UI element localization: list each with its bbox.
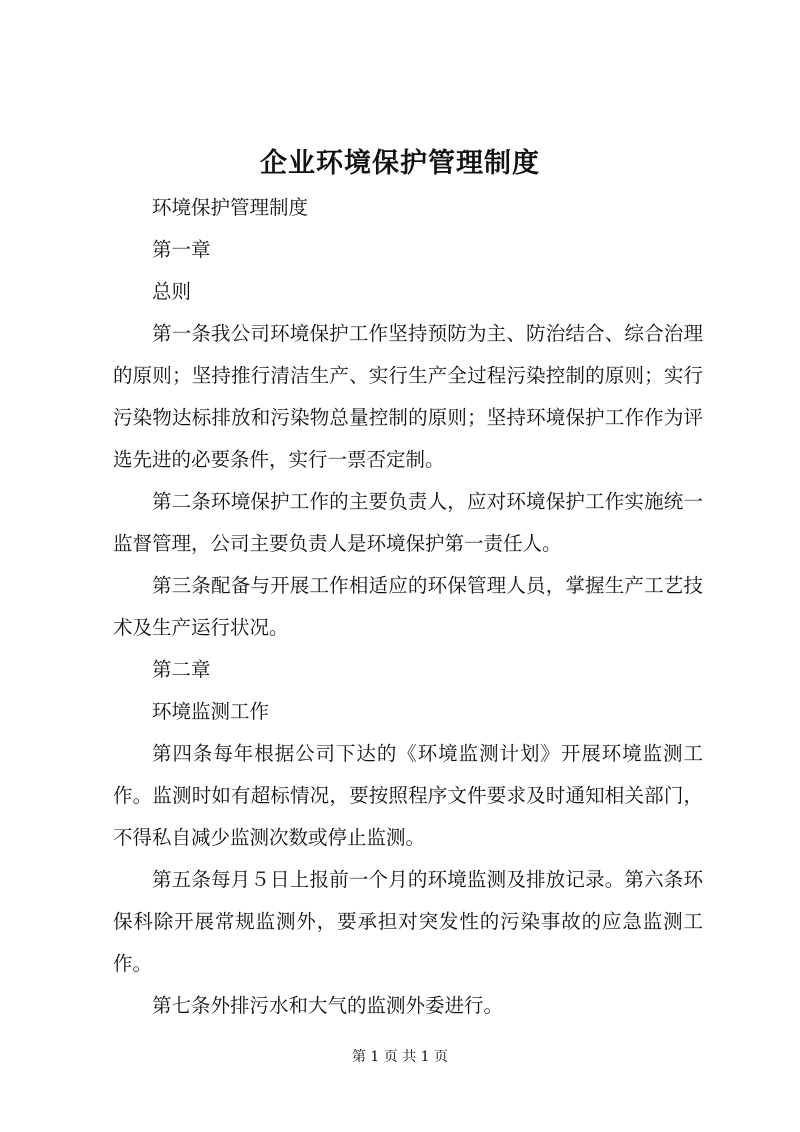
document-title: 企业环境保护管理制度 xyxy=(260,148,540,179)
chapter-heading: 第一章 xyxy=(152,238,211,261)
article-paragraph: 第七条外排污水和大气的监测外委进行。 xyxy=(152,994,504,1017)
chapter-heading: 第二章 xyxy=(152,658,211,681)
article-paragraph: 第三条配备与开展工作相适应的环保管理人员，掌握生产工艺技术及生产运行状况。 xyxy=(113,574,703,639)
article-paragraph: 第一条我公司环境保护工作坚持预防为主、防治结合、综合治理的原则；坚持推行清洁生产、实行生产全过程污染控制的原则；实行污染物达标排放和污染物总量控制的原则；坚持环境保护工作作为评选先进的必要条件，实行一票否定制。 xyxy=(113,322,703,471)
article-paragraph: 第二条环境保护工作的主要负责人，应对环境保护工作实施统一监督管理，公司主要负责人是环境保护第一责任人。 xyxy=(113,490,703,555)
article-paragraph: 第四条每年根据公司下达的《环境监测计划》开展环境监测工作。监测时如有超标情况，要按照程序文件要求及时通知相关部门，不得私自减少监测次数或停止监测。 xyxy=(113,742,703,849)
chapter-title: 环境监测工作 xyxy=(152,700,270,723)
chapter-title: 总则 xyxy=(152,280,192,303)
section-heading: 环境保护管理制度 xyxy=(152,196,309,219)
document-body xyxy=(113,187,703,1027)
page-footer: 第 1 页 共 1 页 xyxy=(351,1049,449,1065)
article-paragraph: 第五条每月５日上报前一个月的环境监测及排放记录。第六条环保科除开展常规监测外，要承担对突发性的污染事故的应急监测工作。 xyxy=(113,868,703,975)
